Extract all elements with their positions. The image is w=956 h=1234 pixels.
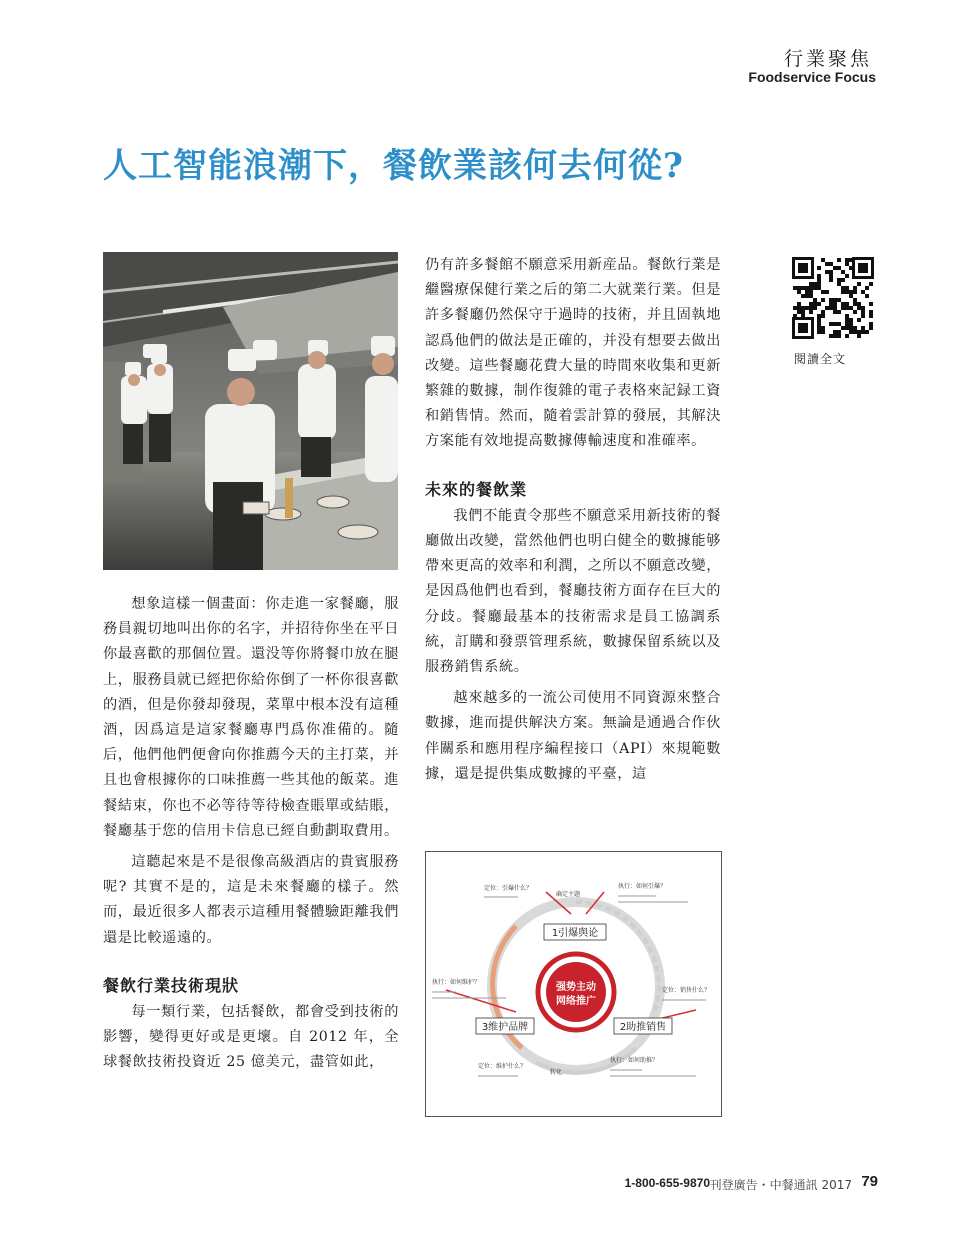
page-number: 79 [861,1173,878,1190]
section-title-chinese: 行業聚焦 [783,48,872,70]
qr-label: 閱讀全文 [794,352,847,366]
diagram-node-3: 3维护品牌 [481,1022,529,1033]
qr-code[interactable] [790,255,876,341]
section-heading: 餐飲行業技術現狀 [103,975,240,995]
footer-phone: 1-800-655-9870 [624,1176,710,1190]
kitchen-photo [103,252,398,570]
left-column [103,592,399,1076]
diagram-label: 执行：如何引爆？ [618,883,667,890]
diagram-center-line1: 强势主动 [556,982,596,993]
paragraph: 越來越多的一流公司使用不同資源來整合數據，進而提供解決方案。無論是通過合作伙伴關系和應用程序編程接口（API）來規範數據，還是提供集成數據的平臺，這 [425,690,721,782]
diagram-label: 执行：如何助推？ [610,1057,659,1064]
diagram-label: 确定主题 [556,891,581,898]
diagram-node-1: 1引爆舆论 [551,928,599,939]
paragraph: 仍有許多餐館不願意采用新産品。餐飲行業是繼醫療保健行業之后的第二大就業行業。但是許多餐廳仍然保守于過時的技術，并且固執地認爲他們的做法是正確的，并没有想要去做出改變。這些餐廳花費大量的時間來收集和更新繁雜的數據，制作復雜的電子表格來記録工資和銷售情。然而，隨着雲計算的發展，其解決方案能有效地提高數據傳輸速度和准確率。 [425,257,721,450]
section-heading: 未來的餐飲業 [425,479,528,499]
paragraph: 每一類行業，包括餐飲，都會受到技術的影響，變得更好或是更壞。自 2012 年，全球餐飲技術投資近 25 億美元，盡管如此， [103,1004,399,1071]
paragraph: 這聽起來是不是很像高級酒店的貴賓服務呢? 其實不是的，這是未來餐廳的樣子。然而，最近很多人都表示這種用餐體驗距離我們還是比較遥遠的。 [103,854,399,946]
diagram-label: 定位：引爆什么？ [484,885,533,892]
section-title-english: Foodservice Focus [748,69,876,85]
diagram-center-line2: 网络推广 [556,996,596,1007]
right-column [425,253,721,787]
marketing-cycle-diagram [425,851,722,1117]
article-title: 人工智能浪潮下，餐飲業該何去何從? [103,146,684,186]
diagram-label: 定位：维护什么？ [478,1063,527,1070]
diagram-label: 转化 [550,1069,563,1076]
diagram-label: 定位：销售什么？ [662,987,711,994]
diagram-label: 执行：如何维护？ [432,979,481,986]
paragraph: 想象這樣一個畫面：你走進一家餐廳，服務員親切地叫出你的名字，并招待你坐在平日你最喜歡的那個位置。還没等你將餐巾放在腿上，服務員就已經把你給你倒了一杯你很喜歡的酒，但是你發却發現，菜單中根本没有這種酒，因爲這是這家餐廳專門爲你准備的。隨后，他們他們便會向你推薦今天的主打菜，并且也會根據你的口味推薦一些其他的飯菜。進餐結束，你也不必等待等待檢查賬單或結賬，餐廳基于您的信用卡信息已經自動劃取費用。 [103,596,399,839]
footer-publication: 刊登廣告・中餐通訊 2017 [709,1178,852,1192]
diagram-node-2: 2助推销售 [619,1022,667,1033]
paragraph: 我們不能責令那些不願意采用新技術的餐廳做出改變，當然他們也明白健全的數據能够帶來更高的效率和利潤，之所以不願意改變，是因爲他們也看到，餐廳技術方面存在巨大的分歧。餐廳最基本的技術需求是員工協調系統，訂購和發票管理系統，數據保留系統以及服務銷售系統。 [425,507,721,676]
